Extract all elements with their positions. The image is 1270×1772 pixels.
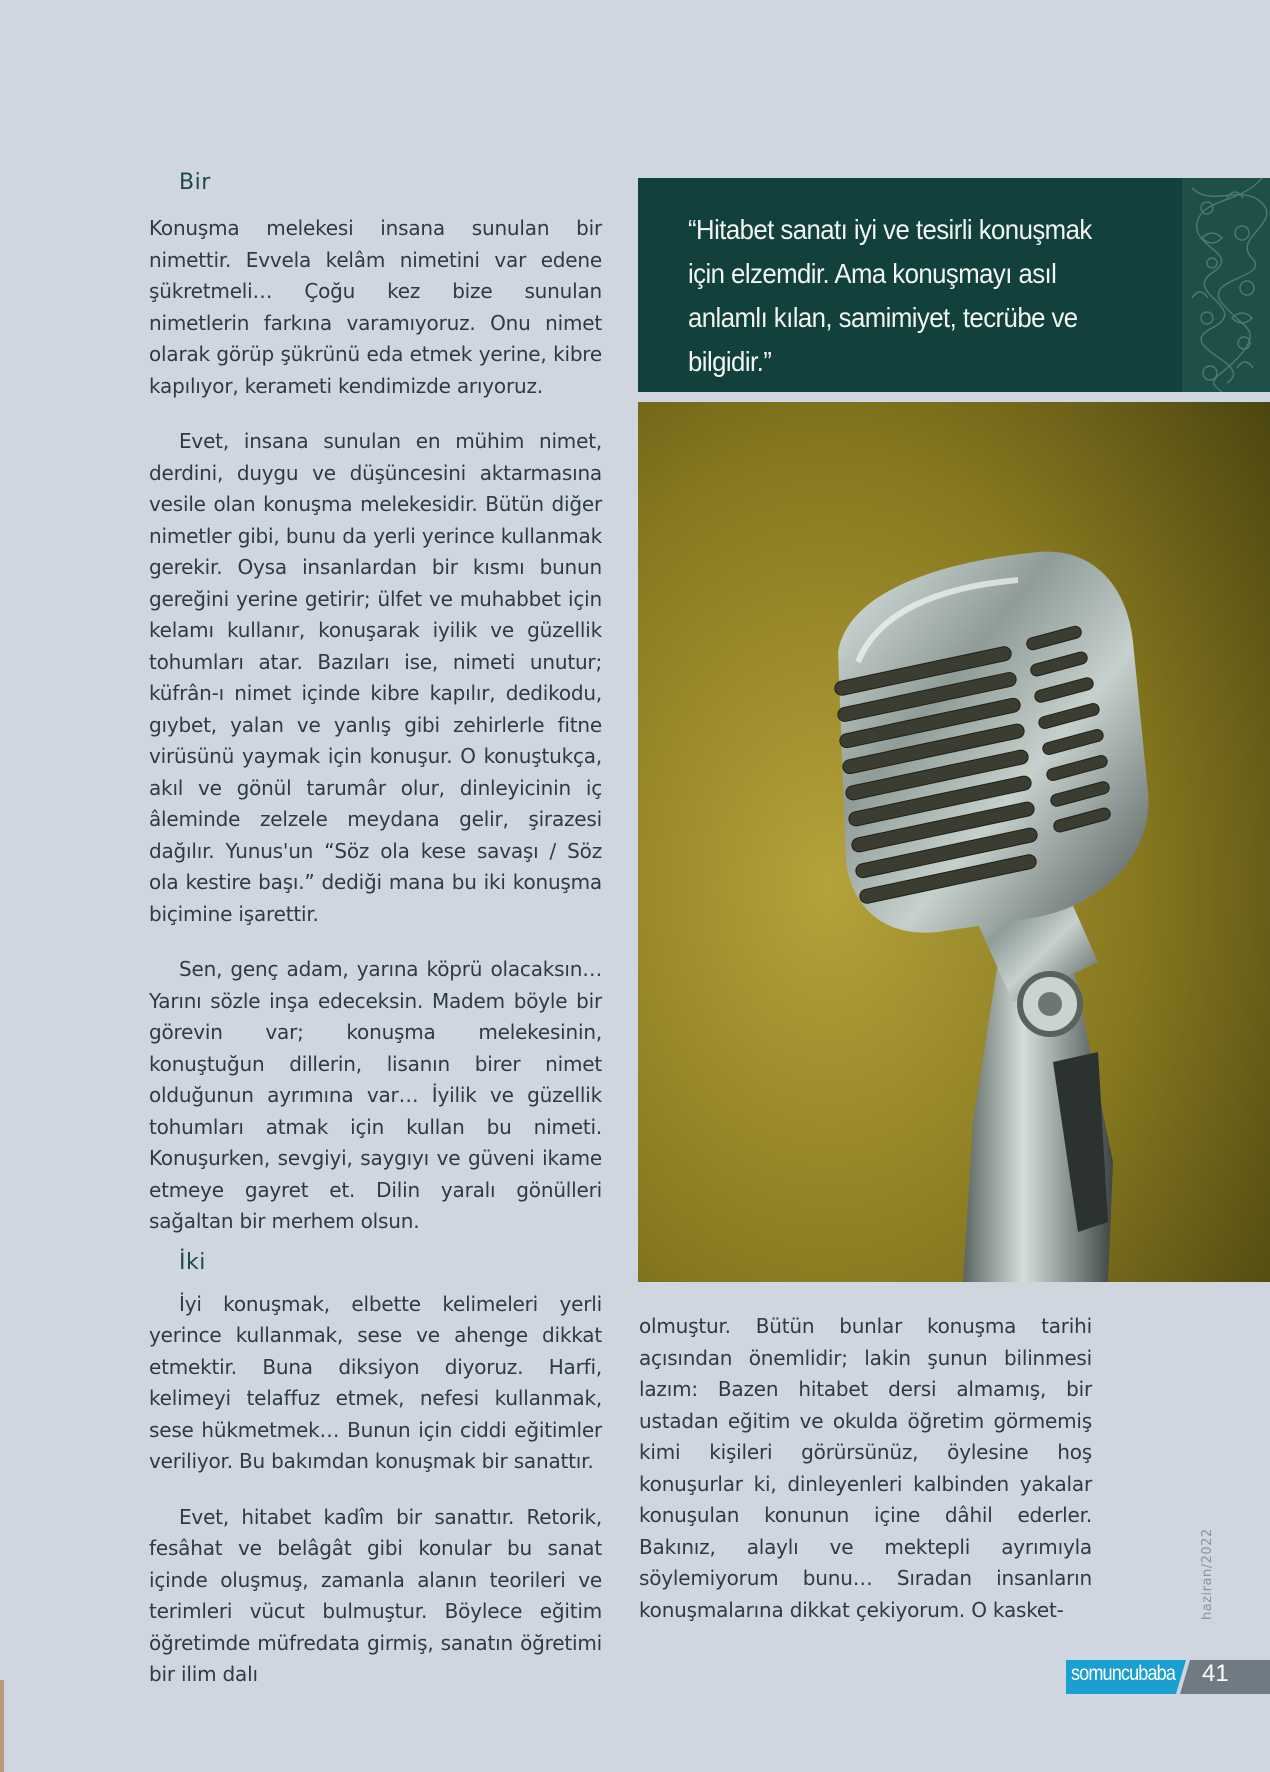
paragraph: İyi konuşmak, elbette kelimeleri yerli yerince kullanmak, sese ve ahenge dikkat etmektir. Buna diksiyon diyoruz. Harfi, kelimeyi telaffuz etmek, nefesi kullanmak, sese hükmetmek… Bunun için ciddi eğitimler veriliyor. Bu bakımdan konuşmak bir sanattır.: [149, 1291, 602, 1473]
paragraph: Konuşma melekesi insana sunulan bir nimettir. Evvela kelâm nimetini var edene şükretmeli… Çoğu kez bize sunulan nimetlerin farkına varamıyoruz. Onu nimet olarak görüp şükrünü eda etmek yerine, kibre kapılıyor, kerameti kendimizde arıyoruz.: [149, 216, 602, 398]
microphone-photo: [638, 402, 1270, 1282]
magazine-brand: somuncubaba: [1071, 1662, 1176, 1685]
pull-quote-box: [638, 178, 1270, 392]
vintage-microphone-icon: [638, 402, 1270, 1282]
page-number: 41: [1202, 1660, 1229, 1687]
paragraph: Evet, hitabet kadîm bir sanattır. Retorik, fesâhat ve belâgât gibi konular bu sanat içinde oluşmuş, zamanla alanın teorileri ve terimleri vücut bulmuştur. Böylece eğitim öğretimde müfredata girmiş, sanatın öğretimi bir ilim dalı: [149, 1504, 602, 1686]
section-heading-iki: İki: [179, 1249, 206, 1275]
issue-date: haziran/2022: [1200, 1528, 1215, 1620]
paragraph: Sen, genç adam, yarına köprü olacaksın… Yarını sözle inşa edeceksin. Madem böyle bir görevin var; konuşma melekesinin, konuştuğun dillerin, lisanın birer nimet olduğunun ayrımına var… İyilik ve güzellik tohumları atmak için kullan bu nimeti. Konuşurken, sevgiyi, saygıyı ve güveni ikame etmeye gayret et. Dilin yaralı gönülleri sağaltan bir merhem olsun.: [149, 957, 602, 1233]
right-column: [639, 1311, 1092, 1650]
left-column: [149, 170, 602, 1715]
paragraph: Evet, insana sunulan en mühim nimet, derdini, duygu ve düşüncesini aktarmasına vesile olan konuşma melekesidir. Bütün diğer nimetler gibi, bunu da yerli yerince kullanmak gerekir. Oysa insanlardan bir kısmı bunun gereğini yerine getirir; ülfet ve muhabbet için kelamı kullanır, konuşarak iyilik ve güzellik tohumları atar. Bazıları ise, nimeti unutur; küfrân-ı nimet içinde kibre kapılır, dedikodu, gıybet, yalan ve yanlış gibi zehirlerle fitne virüsünü yaymak için konuşur. O konuştukça, akıl ve gönül tarumâr olur, dinleyicinin iç âleminde zelzele meydana gelir, şirazesi dağılır. Yunus'un “Söz ola kese savaşı / Söz ola kestire başı.” dediği mana bu iki konuşma biçimine işarettir.: [149, 429, 602, 926]
section-heading-bir: Bir: [179, 170, 211, 195]
pull-quote: “Hitabet sanatı iyi ve tesirli konuşmak için elzemdir. Ama konuşmayı asıl anlamlı kılan, samimiyet, tecrübe ve bilgidir.”: [688, 214, 1092, 377]
floral-ornament-icon: [1182, 178, 1270, 392]
page-edge: [0, 1680, 4, 1772]
paragraph: olmuştur. Bütün bunlar konuşma tarihi açısından önemlidir; lakin şunun bilinmesi lazım: Bazen hitabet dersi almamış, bir ustadan eğitim ve okulda öğretim görmemiş kimi kişileri görürsünüz, öylesine hoş konuşurlar ki, dinleyenleri kalbinden yakalar konuşulan konunun içine dâhil ederler. Bakınız, alaylı ve mektepli ayrımıyla söylemiyorum bunu… Sıradan insanların konuşmalarına dikkat çekiyorum. O kasket-: [639, 1314, 1092, 1622]
